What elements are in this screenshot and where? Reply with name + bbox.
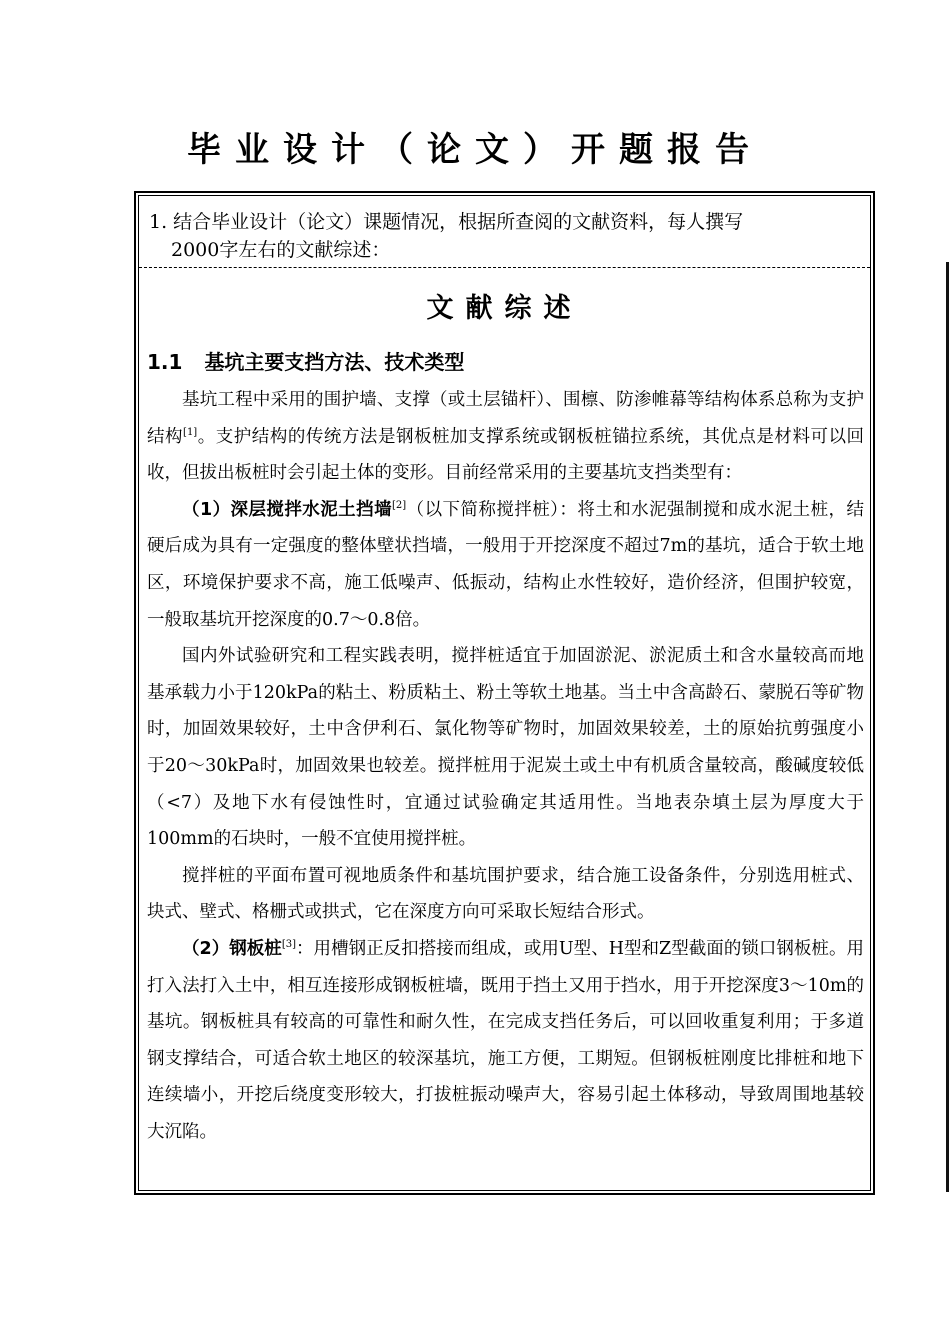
- paragraph-4: 搅拌桩的平面布置可视地质条件和基坑围护要求，结合施工设备条件，分别选用桩式、块式、壁式、格栅式或拱式，它在深度方向可采取长短结合形式。: [147, 865, 864, 923]
- item-1-label: （1）深层搅拌水泥土挡墙: [182, 499, 393, 520]
- paragraph-3: 国内外试验研究和工程实践表明，搅拌桩适宜于加固淤泥、淤泥质土和含水量较高而地基承载力小于120kPa的粘土、粉质粘土、粉土等软土地基。当土中含高龄石、蒙脱石等矿物时，加固效果较好，土中含伊利石、氯化物等矿物时，加固效果较差，土的原始抗剪强度小于20～30kPa时，加固效果也较差。搅拌桩用于泥炭土或土中有机质含量较高，酸碱度较低（<7）及地下水有侵蚀性时，宜通过试验确定其适用性。当地表杂填土层为厚度大于100mm的石块时，一般不宜使用搅拌桩。: [147, 646, 864, 850]
- paragraph-1-text-a: 基坑工程中采用的围护墙、支撑（或土层锚杆）、围檩、防渗帷幕等结构体系总称为支护结构: [147, 390, 864, 447]
- paragraph-2: [147, 492, 864, 638]
- prompt-line-1: 1. 结合毕业设计（论文）课题情况，根据所查阅的文献资料，每人撰写: [149, 211, 744, 233]
- citation-2: [2]: [392, 499, 407, 511]
- paragraph-1-text-b: 。支护结构的传统方法是钢板桩加支撑系统或钢板桩锚拉系统，其优点是材料可以回收，但拔出板桩时会引起土体的变形。目前经常采用的主要基坑支挡类型有：: [147, 426, 865, 484]
- report-table: [134, 191, 875, 1195]
- prompt-line-2: 2000字左右的文献综述：: [171, 239, 391, 261]
- citation-3: [3]: [281, 938, 296, 950]
- paragraph-5: [147, 931, 864, 1151]
- section-title: 文献综述: [426, 293, 583, 324]
- body-text: [147, 382, 864, 1150]
- subheading-number: 1.1: [147, 350, 183, 374]
- document-title: 毕业设计（论文）开题报告: [187, 130, 763, 170]
- dashed-divider: [139, 267, 870, 268]
- assignment-prompt: [149, 208, 850, 264]
- subheading: [147, 346, 464, 375]
- paragraph-5-text: ：用槽钢正反扣搭接而组成，或用U型、H型和Z型截面的锁口钢板桩。用打入法打入土中，相互连接形成钢板桩墙，既用于挡土又用于挡水，用于开挖深度3～10m的基坑。钢板桩具有较高的可靠性和耐久性，在完成支挡任务后，可以回收重复利用；于多道钢支撑结合，可适合软土地区的较深基坑，施工方便，工期短。但钢板桩刚度比排桩和地下连续墙小，开挖后绕度变形较大，打拔桩振动噪声大，容易引起土体移动，导致周围地基较大沉陷。: [147, 938, 864, 1142]
- item-2-label: （2）钢板桩: [182, 938, 282, 959]
- subheading-text: 基坑主要支挡方法、技术类型: [204, 350, 465, 374]
- paragraph-1: [147, 382, 864, 492]
- report-table-inner: [138, 195, 871, 1191]
- paragraph-2-text: （以下简称搅拌桩）：将土和水泥强制搅和成水泥土桩，结硬后成为具有一定强度的整体壁状挡墙，一般用于开挖深度不超过7m的基坑，适合于软土地区，环境保护要求不高，施工低噪声、低振动，结构止水性较好，造价经济，但围护较宽，一般取基坑开挖深度的0.7～0.8倍。: [147, 499, 864, 630]
- citation-1: [1]: [183, 426, 198, 438]
- page-edge-mark: [946, 262, 949, 1192]
